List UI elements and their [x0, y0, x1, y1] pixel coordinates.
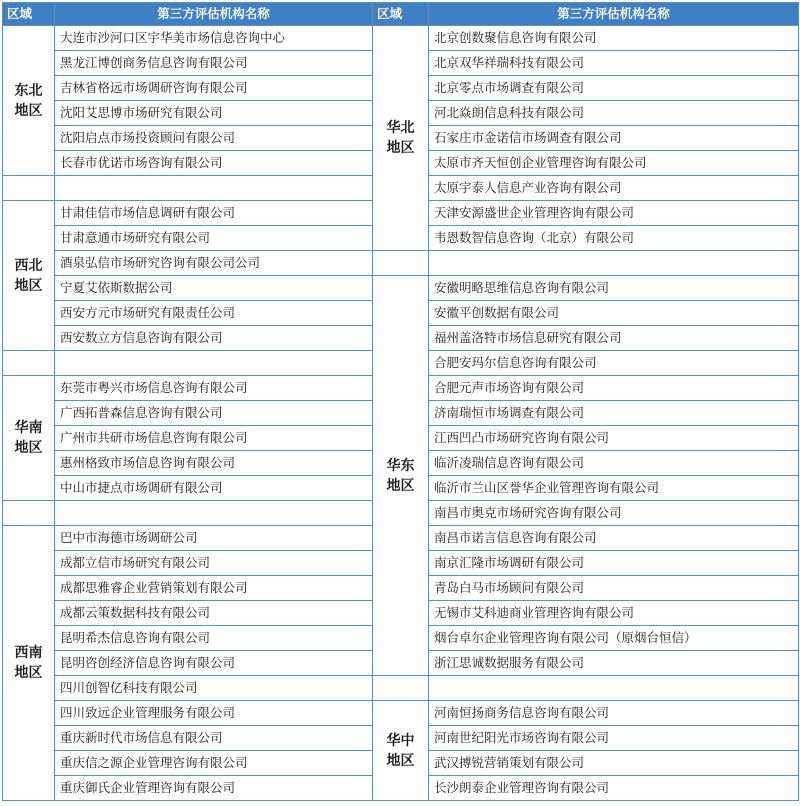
left-org-name: 广州市共研市场信息咨询有限公司 — [55, 426, 373, 451]
right-org-name: 安徽平创数据有限公司 — [429, 301, 799, 326]
left-region-cell: 西南 地区 — [3, 526, 55, 801]
header-region-right: 区域 — [373, 3, 429, 26]
header-name-right: 第三方评估机构名称 — [429, 3, 799, 26]
left-spacer-region — [3, 501, 55, 526]
right-org-name: 北京零点市场调查有限公司 — [429, 76, 799, 101]
left-org-name: 广西拓普森信息咨询有限公司 — [55, 401, 373, 426]
left-region-cell: 西北 地区 — [3, 201, 55, 351]
right-spacer-region — [373, 676, 429, 701]
left-spacer-region — [3, 176, 55, 201]
right-org-name: 福州盖洛特市场信息研究有限公司 — [429, 326, 799, 351]
left-spacer-name — [55, 176, 373, 201]
header-region-left: 区域 — [3, 3, 55, 26]
right-org-name: 南昌市诺言信息咨询有限公司 — [429, 526, 799, 551]
left-org-name: 宁夏艾依斯数据公司 — [55, 276, 373, 301]
left-org-name: 西安数立方信息咨询有限公司 — [55, 326, 373, 351]
table-row — [3, 251, 799, 276]
left-org-name: 甘肃意通市场研究有限公司 — [55, 226, 373, 251]
left-org-name: 重庆新时代市场信息有限公司 — [55, 726, 373, 751]
left-org-name: 四川创智亿科技有限公司 — [55, 676, 373, 701]
right-org-name: 南京汇隆市场调研有限公司 — [429, 551, 799, 576]
right-org-name: 北京双华祥瑞科技有限公司 — [429, 51, 799, 76]
left-org-name: 重庆信之源企业管理咨询有限公司 — [55, 751, 373, 776]
left-org-name: 成都立信市场研究有限公司 — [55, 551, 373, 576]
right-org-name: 天津安源盛世企业管理咨询有限公司 — [429, 201, 799, 226]
left-org-name: 吉林省格远市场调研咨询有限公司 — [55, 76, 373, 101]
left-org-name: 成都思雅睿企业营销策划有限公司 — [55, 576, 373, 601]
left-org-name: 酒泉弘信市场研究咨询有限公司公司 — [55, 251, 373, 276]
right-org-name: 太原市齐天恒创企业管理咨询有限公司 — [429, 151, 799, 176]
right-org-name: 武汉搏锐营销策划有限公司 — [429, 751, 799, 776]
left-org-name: 西安方元市场研究有限责任公司 — [55, 301, 373, 326]
right-region-cell: 华北 地区 — [373, 26, 429, 251]
right-org-name: 太原宇泰人信息产业咨询有限公司 — [429, 176, 799, 201]
right-org-name: 无锡市艾科迪商业管理咨询有限公司 — [429, 601, 799, 626]
table-row — [3, 26, 799, 51]
left-org-name: 沈阳启点市场投资顾问有限公司 — [55, 126, 373, 151]
header-row — [3, 3, 799, 26]
left-org-name: 甘肃佳信市场信息调研有限公司 — [55, 201, 373, 226]
right-org-name: 浙江思诚数据服务有限公司 — [429, 651, 799, 676]
right-org-name: 长沙朗泰企业管理咨询有限公司 — [429, 776, 799, 801]
evaluation-org-table — [2, 2, 799, 801]
left-org-name: 长春市优诺市场咨询有限公司 — [55, 151, 373, 176]
table-row — [3, 701, 799, 726]
org-table-sheet — [2, 2, 798, 804]
right-org-name: 北京创数聚信息咨询有限公司 — [429, 26, 799, 51]
left-org-name: 成都云策数据科技有限公司 — [55, 601, 373, 626]
right-org-name: 安徽明略思维信息咨询有限公司 — [429, 276, 799, 301]
right-org-name: 韦恩数智信息咨询（北京）有限公司 — [429, 226, 799, 251]
left-org-name: 巴中市海德市场调研公司 — [55, 526, 373, 551]
right-org-name: 烟台卓尔企业管理咨询有限公司（原烟台恒信） — [429, 626, 799, 651]
left-spacer-name — [55, 351, 373, 376]
table-row — [3, 276, 799, 301]
left-org-name: 昆明咨创经济信息咨询有限公司 — [55, 651, 373, 676]
left-org-name: 中山市捷点市场调研有限公司 — [55, 476, 373, 501]
right-region-cell: 华中 地区 — [373, 701, 429, 801]
left-org-name: 惠州格致市场信息咨询有限公司 — [55, 451, 373, 476]
right-org-name: 临沂市兰山区誉华企业管理咨询有限公司 — [429, 476, 799, 501]
left-org-name: 沈阳艾思博市场研究有限公司 — [55, 101, 373, 126]
right-org-name: 济南瑞恒市场调查有限公司 — [429, 401, 799, 426]
left-org-name: 东莞市粤兴市场信息咨询有限公司 — [55, 376, 373, 401]
table-row — [3, 676, 799, 701]
left-org-name: 大连市沙河口区宇华美市场信息咨询中心 — [55, 26, 373, 51]
right-org-name: 河北焱朗信息科技有限公司 — [429, 101, 799, 126]
left-org-name: 四川致远企业管理服务有限公司 — [55, 701, 373, 726]
right-spacer-name — [429, 676, 799, 701]
right-region-cell: 华东 地区 — [373, 276, 429, 676]
right-org-name: 合肥元声市场咨询有限公司 — [429, 376, 799, 401]
table-body — [3, 26, 799, 801]
left-org-name: 黑龙江博创商务信息咨询有限公司 — [55, 51, 373, 76]
left-org-name: 昆明希杰信息咨询有限公司 — [55, 626, 373, 651]
right-org-name: 青岛白马市场顾问有限公司 — [429, 576, 799, 601]
right-org-name: 江西凹凸市场研究咨询有限公司 — [429, 426, 799, 451]
right-org-name: 临沂凌瑞信息咨询有限公司 — [429, 451, 799, 476]
left-region-cell: 东北 地区 — [3, 26, 55, 176]
header-name-left: 第三方评估机构名称 — [55, 3, 373, 26]
right-org-name: 石家庄市金诺信市场调查有限公司 — [429, 126, 799, 151]
right-org-name: 河南恒扬商务信息咨询有限公司 — [429, 701, 799, 726]
left-spacer-region — [3, 351, 55, 376]
right-org-name: 南昌市奥克市场研究咨询有限公司 — [429, 501, 799, 526]
right-spacer-name — [429, 251, 799, 276]
right-org-name: 合肥安玛尔信息咨询有限公司 — [429, 351, 799, 376]
left-region-cell: 华南 地区 — [3, 376, 55, 501]
left-org-name: 重庆御氏企业管理咨询有限公司 — [55, 776, 373, 801]
right-spacer-region — [373, 251, 429, 276]
left-spacer-name — [55, 501, 373, 526]
right-org-name: 河南世纪阳光市场咨询有限公司 — [429, 726, 799, 751]
